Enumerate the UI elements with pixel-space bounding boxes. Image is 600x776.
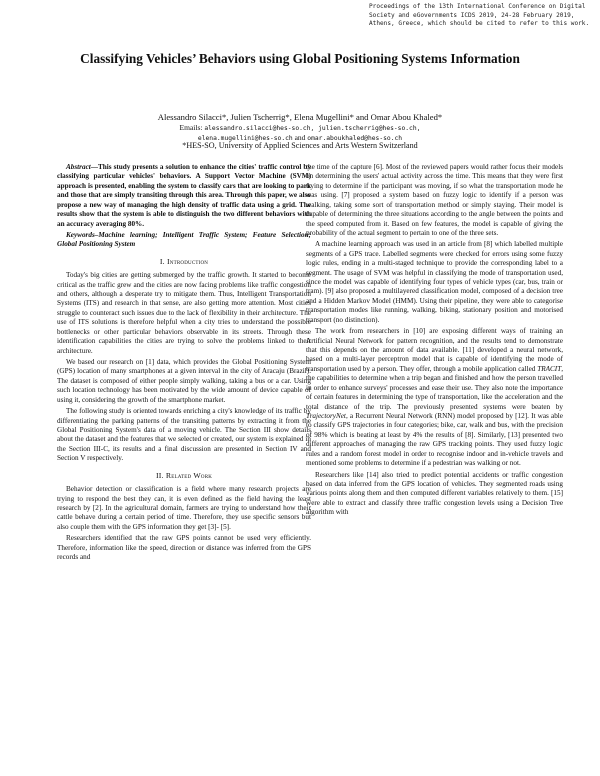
author-list: Alessandro Silacci*, Julien Tscherrig*, Elena Mugellini* and Omar Abou Khaled*	[157, 112, 443, 122]
section-title: Introduction	[167, 256, 209, 266]
paragraph: The following study is oriented towards enriching a city's knowledge of its traffic by differentiating the parking patterns of the transiting patterns by extracting it from the Global Positioning System's data of a moving vehicle. The Section III show details about the dataset and the features that we selected or created, our system is explained in the Section III-C, its results and a final discussion are presented in Section IV and Section V respectively.	[57, 407, 311, 463]
text-run: The work from researchers in [10] are exposing different ways of training an Artificial Neural Network for pattern recognition, and the results tend to demonstrate that this depends on the amount of data available. [11] developed a neural network, based on a multi-layer perceptron model that is capable of identifying the mode of transportation used by a person. They offer, through a mobile application called	[306, 327, 563, 373]
paragraph	[306, 327, 563, 468]
email-list-line1: alessandro.silacci@hes-so.ch, julien.tscherrig@hes-so.ch,	[204, 124, 421, 132]
paragraph: Today's big cities are getting submerged by the traffic growth. It started to become critical as the traffic grew and the cities are now facing problems like traffic congestion and others, although a desperate try to mitigate them. Thus, Intelligent Transportation Systems (ITS) and research in that sense, are also getting more attention. Most cities struggle to counteract such issues due to the lack of flexibility in their architecture. The use of ITS solutions is therefore helpful when a city tries to understand the possible bottlenecks or other particular behaviors observable in its streets. Through these identification capabilities the cities are trying to solve the problems linked to their architecture.	[57, 271, 311, 355]
email-aboukhaled: omar.aboukhaled@hes-so.ch	[307, 135, 403, 142]
abstract-text: —This study presents a solution to enhance the cities' traffic control by classifying particular vehicles' behaviors. A Support Vector Machine (SVM) approach is presented, enabling the system to classify cars that are looking to park and those that are simply transiting through this area. Through this paper, we also propose a new way of managing the high density of traffic data using a grid. The results show that the system is able to distinguish the two different behaviors with an accuracy averaging 80%.	[57, 163, 311, 228]
right-column	[306, 163, 563, 518]
email-mugellini: elena.mugellini@hes-so.ch	[197, 135, 293, 142]
abstract-lead: Abstract	[66, 163, 91, 171]
section-number: I.	[159, 256, 167, 266]
paragraph: the time of the capture [6]. Most of the reviewed papers would rather focus their models on determining the users' actual activity across the time. This means that they were first trying to determine if the participant was moving, if so what the transportation mode he was using. [7] proposed a system based on fuzzy logic to identify if a person was walking, taking some sort of transportation method or simply staying. Their model is capable of determining the three situations according to the angle between the points and the speed computed from it. Based on few features, the model is capable of giving the probability of the actual segment to pertain to one of the three sets.	[306, 163, 563, 237]
text-run: , the capabilities to determine when a trip began and finished and how the person travelled in order to enhance surveys' processes and ease their use. They also note the importance of certain features in determining the type of transportation, like the acceleration and the total distance of the trip. The previously presented systems were beaten by	[306, 364, 563, 411]
section-title: Related Work	[165, 470, 213, 480]
paragraph: Researchers identified that the raw GPS points cannot be used very efficiently. Therefore, information like the speed, direction or distance was inferred from the GPS records and	[57, 534, 311, 562]
app-name-tracit: TRACIT	[537, 364, 562, 373]
paper-title: Classifying Vehicles’ Behaviors using Global Positioning Systems Information	[80, 51, 520, 66]
model-name-trajectorynet: TrajectoryNet	[306, 411, 346, 420]
emails-and: and	[292, 133, 308, 142]
paragraph: Behavior detection or classification is a field where many research projects are trying to respond the best they can, it is even defined as the field having the least research by [2]. In the agricultural domain, farmers are trying to understand how their cattle behave during a certain period of time. Therefore, they use specific sensors but also couple them with the GPS information they get [3]- [5].	[57, 485, 311, 531]
keywords: Keywords–Machine learning; Intelligent Traffic System; Feature Selection; Global Positioning System	[57, 230, 311, 249]
abstract	[57, 163, 311, 229]
conference-note: Proceedings of the 13th International Conference on Digital Society and eGovernments ICDS 2019, 24-28 February 2019, Athens, Greece, which should be cited to refer to this work.	[369, 3, 590, 28]
left-column	[57, 163, 311, 562]
section-number: II.	[155, 470, 166, 480]
paragraph: A machine learning approach was used in an article from [8] which labelled multiple segments of a GPS trace. Labelled segments were checked for errors using some fuzzy logic rules, ending in a multi-staged technique to provide the corresponding label to a segment. The usage of SVM was helpful in classifying the mode of transportation used, since the model was capable of identifying four types of vehicle types (car, bus, train or tram). [9] also proposed a multilayered classification model, composed of a decision tree and a Hidden Markov Model (HMM). Using their pipeline, they were able to categorise transportation modes like running, walking, biking, stationary position and motorised transport (no distinction).	[306, 240, 563, 324]
paragraph: We based our research on [1] data, which provides the Global Positioning System (GPS) location of many smartphones at a given interval in the city of Aracaju (Brazil). The dataset is composed of either people simply walking, taking a bus or a car. Using such location technology has been motivated by the wide amount of device capable of using it, considering the growth of the smartphone market.	[57, 358, 311, 404]
emails-label: Emails:	[179, 122, 205, 132]
text-run: , a Recurrent Neural Network (RNN) model proposed by [12]. It was able to classify GPS trajectories in four categories; bike, car, walk and bus, with the precision of 98% which is beating at least by 4% the results of [8]. Similarly, [13] presented two different approaches of managing the raw GPS tracking points. They used fuzzy logic rules and a random forest model in order to recognise indoor and in-vehicle travels and mentioned some problems to determine if a pedestrian was walking or not.	[306, 411, 563, 468]
section-heading-introduction	[57, 257, 311, 266]
affiliation: *HES-SO, University of Applied Sciences and Arts Western Switzerland	[182, 141, 418, 150]
paragraph: Researchers like [14] also tried to predict potential accidents or traffic congestion based on data inferred from the GPS location of vehicles. They segmented roads using various points along them and then computed different variables relatively to them. [15] were able to extract and classify three traffic congestion levels using a Decision Tree algorithm with	[306, 470, 563, 517]
section-heading-related-work	[57, 471, 311, 480]
